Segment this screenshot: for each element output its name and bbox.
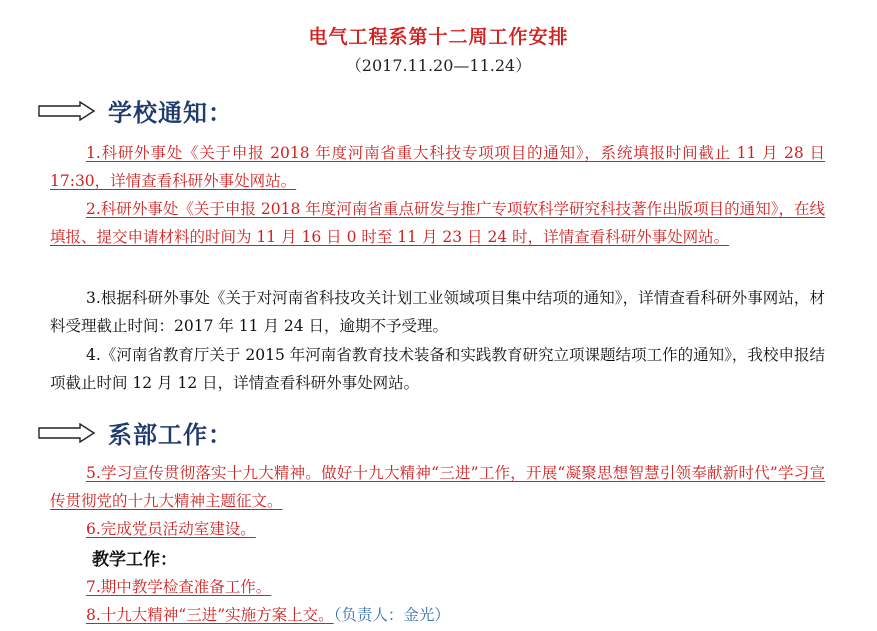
double-arrow-right-icon xyxy=(38,423,96,443)
dept-item-6 xyxy=(50,515,825,543)
section-school-header xyxy=(38,93,233,128)
teaching-work-title: 教学工作： xyxy=(92,550,177,570)
school-item-4-text: 4.《河南省教育厅关于 2015 年河南省教育技术装备和实践教育研究立项课题结项工作的通知》，我校申报结项截止时间 12 月 12 日，详情查看科研外事处网站。 xyxy=(50,346,825,392)
page-title: 电气工程系第十二周工作安排 xyxy=(308,26,569,48)
date-range: （2017.11.20—11.24） xyxy=(345,56,532,75)
owner-note: （负责人：金光） xyxy=(333,606,450,624)
section-school-title: 学校通知： xyxy=(108,99,233,127)
school-item-1 xyxy=(50,139,825,195)
school-item-2 xyxy=(50,195,825,251)
dept-item-6-text: 6.完成党员活动室建设。 xyxy=(86,520,256,538)
dept-item-5-text: 5.学习宣传贯彻落实十九大精神。做好十九大精神“三进”工作，开展“凝聚思想智慧引领奉献新时代”学习宣传贯彻党的十九大精神主题征文。 xyxy=(50,464,825,510)
teaching-item-8 xyxy=(50,601,825,629)
section-dept-title: 系部工作： xyxy=(108,421,233,449)
school-item-3 xyxy=(50,284,825,340)
section-dept-header xyxy=(38,415,233,450)
school-item-2-text: 2.科研外事处《关于申报 2018 年度河南省重点研发与推广专项软科学研究科技著作出版项目的通知》，在线填报、提交申请材料的时间为 11 月 16 日 0 时至 11 月 23 日 24 时，详情查看科研外事处网站。 xyxy=(50,200,825,246)
teaching-item-7-text: 7.期中教学检查准备工作。 xyxy=(86,578,272,596)
school-item-3-text: 3.根据科研外事处《关于对河南省科技攻关计划工业领域项目集中结项的通知》，详情查看科研外事网站，材料受理截止时间：2017 年 11 月 24 日，逾期不予受理。 xyxy=(50,289,825,335)
double-arrow-right-icon xyxy=(38,101,96,121)
school-item-4 xyxy=(50,341,825,397)
teaching-item-7 xyxy=(50,573,825,601)
school-item-1-text: 1.科研外事处《关于申报 2018 年度河南省重大科技专项项目的通知》，系统填报时间截止 11 月 28 日 17:30，详情查看科研外事处网站。 xyxy=(50,144,825,190)
dept-item-5 xyxy=(50,459,825,515)
teaching-item-8-text: 8.十九大精神“三进”实施方案上交。 xyxy=(86,606,334,624)
